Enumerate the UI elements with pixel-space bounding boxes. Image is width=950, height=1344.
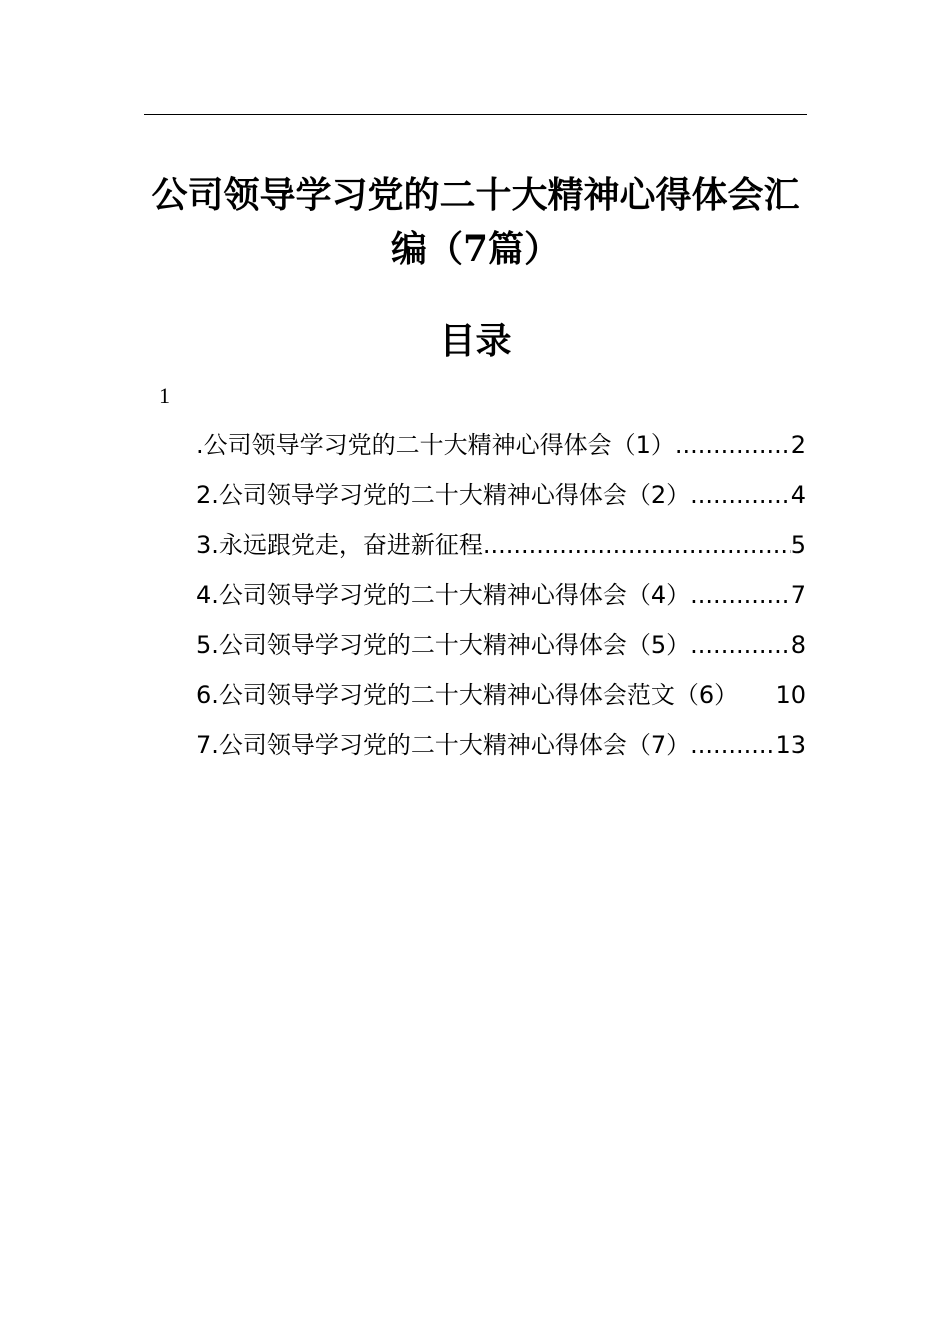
toc-entry-5[interactable] [196, 620, 806, 670]
toc-heading: 目录 [439, 320, 512, 362]
toc-dot-leader [483, 520, 791, 570]
toc-dot-leader [675, 420, 791, 470]
toc-entry-title: 4.公司领导学习党的二十大精神心得体会（4） [196, 581, 691, 609]
toc-entry-title: 7.公司领导学习党的二十大精神心得体会（7） [196, 731, 691, 759]
list-number-marker: 1 [159, 383, 170, 408]
toc-dot-leader [690, 720, 775, 770]
toc-dot-leader [690, 470, 791, 520]
toc-entry-2[interactable] [196, 470, 806, 520]
toc-entry-title: 6.公司领导学习党的二十大精神心得体会范文（6） [196, 681, 739, 709]
toc-entry-page: 7 [790, 581, 806, 609]
toc-entry-page: 10 [775, 681, 806, 709]
toc-dot-leader [690, 570, 791, 620]
toc-entry-page: 2 [790, 431, 806, 459]
toc-entry-title: 3.永远跟党走，奋进新征程 [196, 531, 483, 559]
toc-entry-page: 13 [775, 731, 806, 759]
toc-entry-7[interactable] [196, 720, 806, 770]
toc-entry-title: 5.公司领导学习党的二十大精神心得体会（5） [196, 631, 691, 659]
table-of-contents [196, 420, 806, 770]
toc-entry-title: .公司领导学习党的二十大精神心得体会（1） [196, 431, 675, 459]
header-rule [144, 114, 807, 115]
toc-entry-title: 2.公司领导学习党的二十大精神心得体会（2） [196, 481, 691, 509]
document-title: 公司领导学习党的二十大精神心得体会汇编（7篇） [151, 174, 800, 270]
toc-entry-6[interactable] [196, 670, 806, 720]
toc-entry-3[interactable] [196, 520, 806, 570]
toc-dot-leader [690, 620, 791, 670]
toc-entry-page: 8 [790, 631, 806, 659]
toc-entry-page: 5 [790, 531, 806, 559]
toc-entry-4[interactable] [196, 570, 806, 620]
toc-entry-page: 4 [790, 481, 806, 509]
toc-entry-1[interactable] [196, 420, 806, 470]
